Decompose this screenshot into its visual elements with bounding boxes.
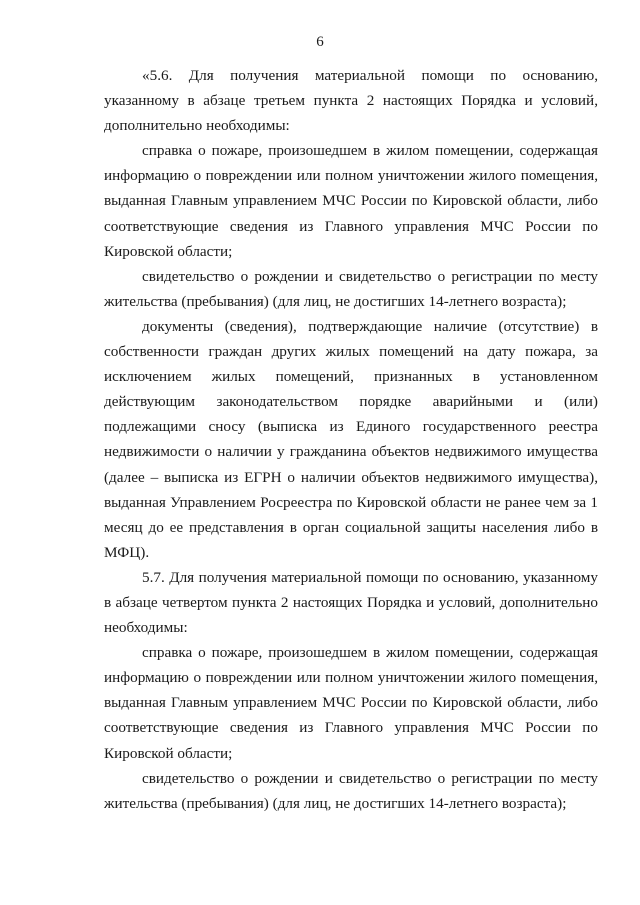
paragraph-fire-certificate-2: справка о пожаре, произошедшем в жилом помещении, содержащая информацию о повреждении или полном уничтожении жилого помещения, выданная Главным управлением МЧС России по Кировской области, либо соответствующие сведения из Главного управления МЧС России по Кировской области; <box>104 644 598 762</box>
paragraph-birth-certificate: свидетельство о рождении и свидетельство о регистрации по месту жительства (пребывания) (для лиц, не достигших 14-летнего возраста); <box>104 267 598 310</box>
paragraph-property-documents: документы (сведения), подтверждающие наличие (отсутствие) в собственности граждан других жилых помещений на дату пожара, за исключением жилых помещений, признанных в установленном действующим законодательством порядке аварийными и (или) подлежащими сносу (выписка из Единого государственного реестра недвижимости о наличии у гражданина объектов недвижимого имущества (далее – выписка из ЕГРН о наличии объектов недвижимого имущества), выданная Управлением Росреестра по Кировской области не ранее чем за 1 месяц до ее представления в орган социальной защиты населения либо в МФЦ). <box>104 317 598 561</box>
paragraph-fire-certificate: справка о пожаре, произошедшем в жилом помещении, содержащая информацию о повреждении или полном уничтожении жилого помещения, выданная Главным управлением МЧС России по Кировской области, либо соответствующие сведения из Главного управления МЧС России по Кировской области; <box>104 142 598 260</box>
paragraph-5-6-intro: «5.6. Для получения материальной помощи по основанию, указанному в абзаце третьем пункта 2 настоящих Порядка и условий, дополнительно необходимы: <box>104 67 598 135</box>
paragraph-birth-certificate-2: свидетельство о рождении и свидетельство о регистрации по месту жительства (пребывания) (для лиц, не достигших 14-летнего возраста); <box>104 769 598 812</box>
paragraph-5-7-intro: 5.7. Для получения материальной помощи по основанию, указанному в абзаце четвертом пункта 2 настоящих Порядка и условий, дополнительно необходимы: <box>104 568 598 637</box>
page-number: 6 <box>316 34 324 50</box>
document-body <box>104 63 598 816</box>
